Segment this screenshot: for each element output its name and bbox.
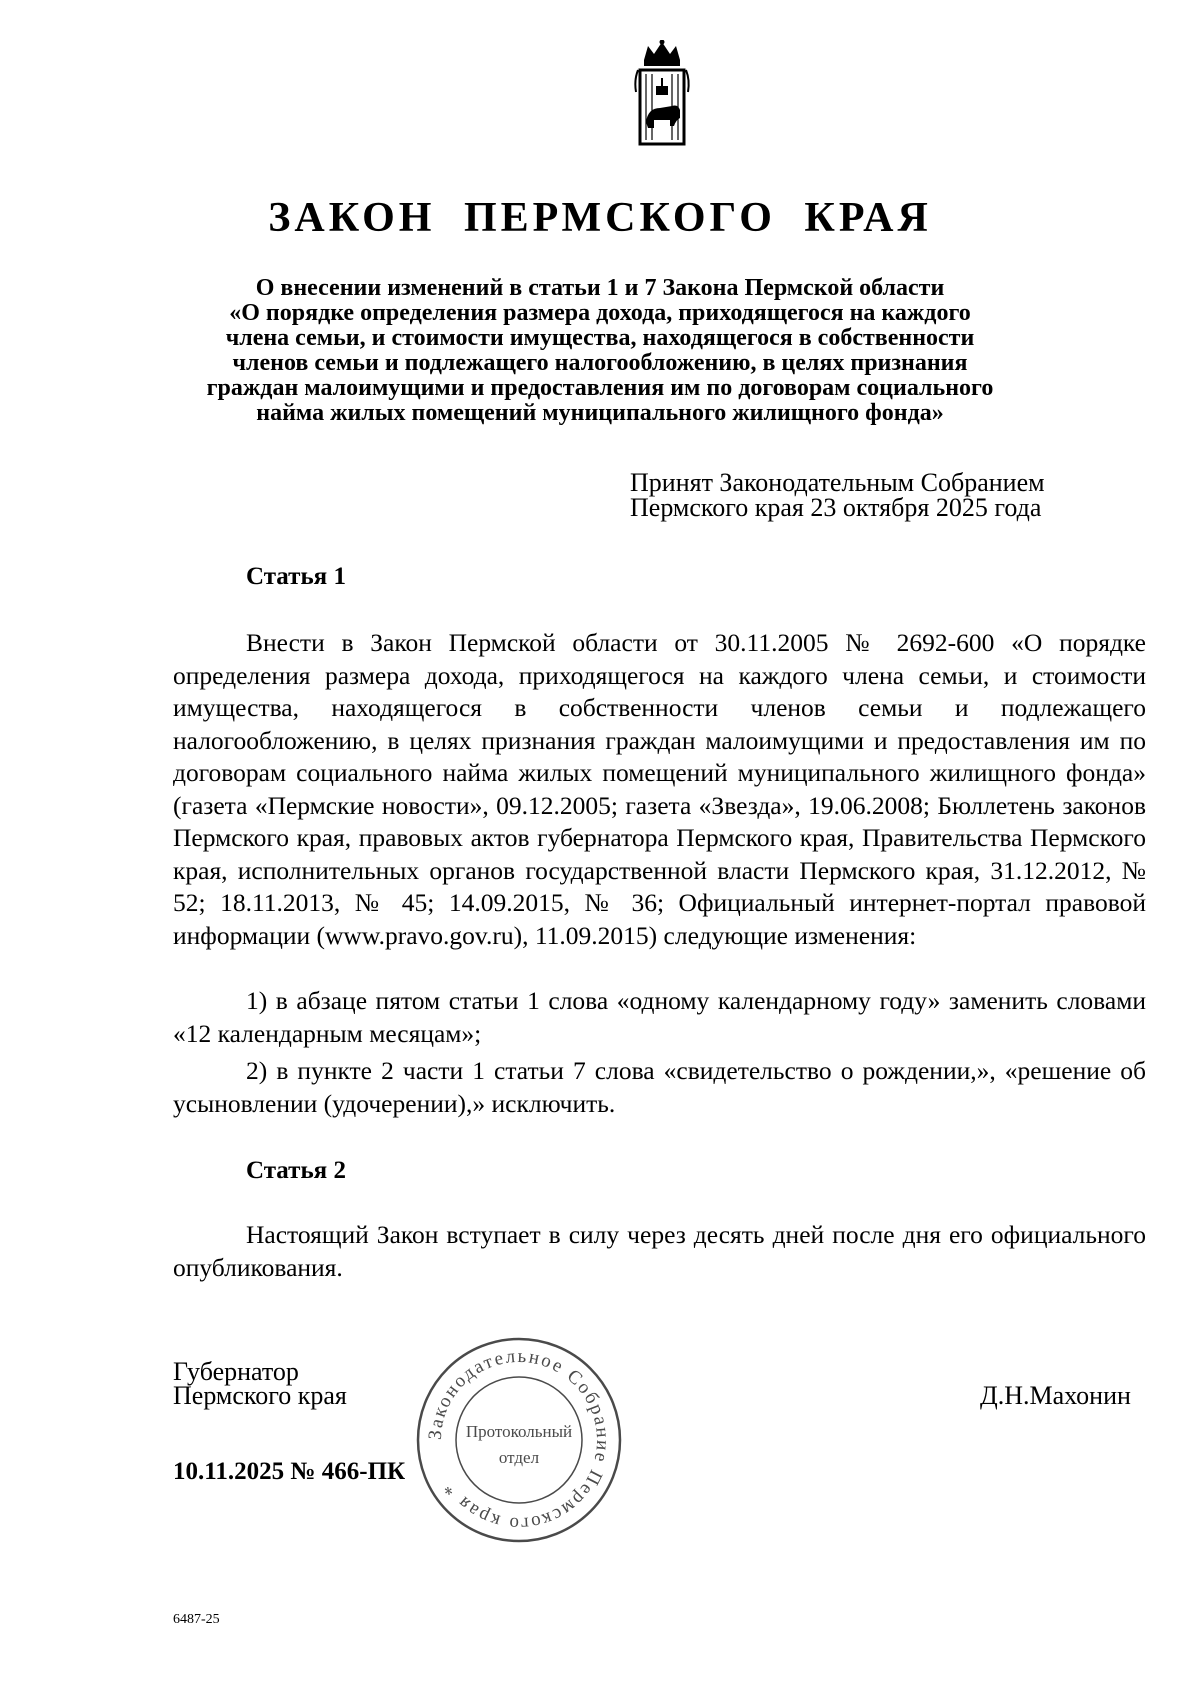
law-title: ЗАКОН ПЕРМСКОГО КРАЯ	[268, 195, 932, 241]
signatory-role-line: Пермского края	[173, 1381, 347, 1410]
coat-of-arms-icon	[632, 40, 692, 152]
article-1-item-2: 2) в пункте 2 части 1 статьи 7 слова «свидетельство о рождении,», «решение об усыновлении (удочерении),» исключить.	[173, 1056, 1146, 1118]
signatory-name: Д.Н.Махонин	[980, 1381, 1131, 1410]
document-code: 6487-25	[173, 1612, 220, 1627]
subtitle-line: граждан малоимущими и предоставления им по договорам социального	[206, 375, 994, 401]
subtitle-line: «О порядке определения размера дохода, приходящегося на каждого	[229, 300, 971, 326]
seal-stamp-icon	[414, 1335, 624, 1545]
subtitle-line: найма жилых помещений муниципального жилищного фонда»	[256, 400, 944, 426]
article-2-heading: Статья 2	[246, 1157, 346, 1184]
law-date-number: 10.11.2025 № 466-ПК	[173, 1458, 406, 1485]
signatory-role-line: Губернатор	[173, 1357, 299, 1386]
subtitle-line: О внесении изменений в статьи 1 и 7 Закона Пермской области	[255, 275, 945, 301]
article-1-item-1: 1) в абзаце пятом статьи 1 слова «одному календарному году» заменить словами «12 календарным месяцам»;	[173, 986, 1146, 1048]
adoption-line: Пермского края 23 октября 2025 года	[630, 493, 1042, 522]
stamp-center-line-2: отдел	[498, 1448, 540, 1467]
stamp-ring-text: Законодательное Собрание Пермского края *	[424, 1345, 614, 1535]
signatory-role	[173, 1357, 347, 1410]
article-2-text: Настоящий Закон вступает в силу через десять дней после дня его официального опубликования.	[173, 1220, 1146, 1282]
subtitle-line: члена семьи, и стоимости имущества, находящегося в собственности	[225, 325, 975, 351]
stamp-center-line-1: Протокольный	[465, 1422, 573, 1441]
subtitle-line: членов семьи и подлежащего налогообложению, в целях признания	[232, 350, 968, 376]
law-subtitle	[150, 276, 1050, 426]
article-1-intro: Внести в Закон Пермской области от 30.11.2005 № 2692-600 «О порядке определения размера дохода, приходящегося на каждого члена семьи, и стоимости имущества, находящегося в собственности членов семьи и подлежащего налогообложению, в целях признания граждан малоимущими и предоставления им по договорам социального найма жилых помещений муниципального жилищного фонда» (газета «Пермские новости», 09.12.2005; газета «Звезда», 19.06.2008; Бюллетень законов Пермского края, правовых актов губернатора Пермского края, Правительства Пермского края, исполнительных органов государственной власти Пермского края, 31.12.2012, № 52; 18.11.2013, № 45; 14.09.2015, № 36; Официальный интернет-портал правовой информации (www.pravo.gov.ru), 11.09.2015) следующие изменения:	[173, 628, 1146, 950]
adoption-note	[630, 470, 1045, 520]
article-1-heading: Статья 1	[246, 563, 346, 590]
adoption-line: Принят Законодательным Собранием	[630, 468, 1045, 497]
